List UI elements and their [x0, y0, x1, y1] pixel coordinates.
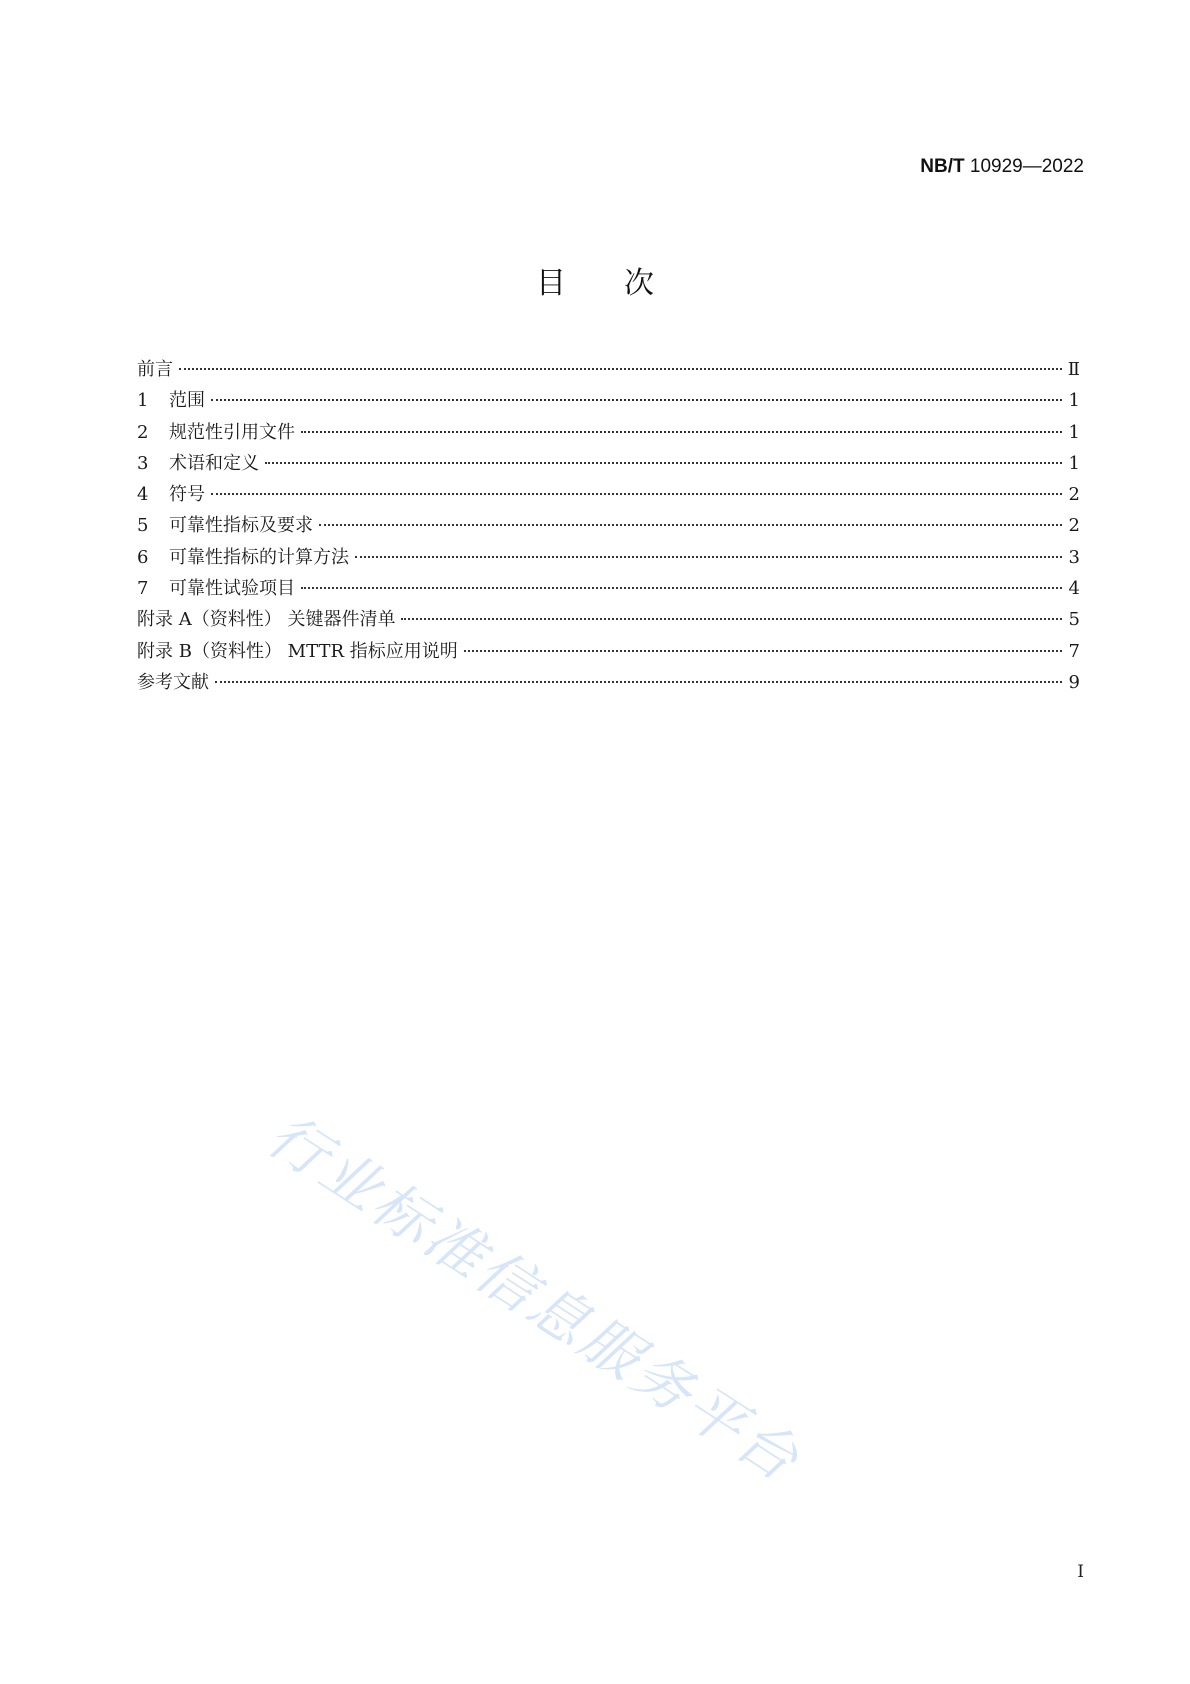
- toc-item-page: 1: [1068, 390, 1080, 412]
- page-title: 目次: [536, 266, 712, 301]
- toc-item-page: 2: [1068, 484, 1080, 506]
- toc-item-label: 可靠性指标及要求: [169, 515, 313, 537]
- toc-item[interactable]: [137, 574, 1080, 605]
- toc-item[interactable]: [137, 511, 1080, 542]
- toc-item[interactable]: [137, 605, 1080, 636]
- toc-item-page: 3: [1068, 546, 1080, 568]
- toc-item-page: 1: [1068, 452, 1080, 474]
- toc-item[interactable]: [137, 418, 1080, 449]
- toc-item[interactable]: [137, 668, 1080, 699]
- toc-item[interactable]: [137, 449, 1080, 480]
- toc-item-label: 附录 A（资料性） 关键器件清单: [137, 609, 396, 631]
- toc-item[interactable]: [137, 543, 1080, 574]
- toc-item-number: 5: [137, 515, 149, 537]
- standard-prefix: NB/T: [920, 156, 965, 177]
- toc-item-label: 术语和定义: [169, 452, 259, 474]
- table-of-contents: [137, 355, 1080, 699]
- toc-item[interactable]: [137, 480, 1080, 511]
- toc-item-page: 9: [1068, 671, 1080, 693]
- toc-item-label: 参考文献: [137, 671, 209, 693]
- toc-leader-dots: [211, 492, 1062, 495]
- toc-leader-dots: [401, 617, 1062, 620]
- toc-item-label: 范围: [169, 390, 205, 412]
- toc-leader-dots: [215, 680, 1062, 683]
- toc-leader-dots: [319, 523, 1062, 526]
- toc-leader-dots: [355, 555, 1062, 558]
- standard-number: [920, 156, 1084, 178]
- toc-item-number: 1: [137, 390, 149, 412]
- toc-leader-dots: [464, 649, 1062, 652]
- toc-item-number: 4: [137, 484, 149, 506]
- toc-item-page: 5: [1068, 609, 1080, 631]
- toc-item-label: 前言: [137, 359, 173, 380]
- toc-item-page: 4: [1068, 578, 1080, 600]
- toc-item-number: 3: [137, 452, 149, 474]
- toc-item-page: 7: [1068, 640, 1080, 662]
- page-number: I: [1077, 1562, 1084, 1582]
- toc-leader-dots: [301, 586, 1062, 589]
- toc-item-number: 6: [137, 546, 149, 568]
- toc-item-number: 7: [137, 578, 149, 600]
- watermark: 行业标准信息服务平台: [255, 1100, 813, 1496]
- toc-item-label: 符号: [169, 484, 205, 506]
- toc-item-number: 2: [137, 421, 149, 443]
- toc-leader-dots: [301, 430, 1062, 433]
- toc-item[interactable]: [137, 637, 1080, 668]
- toc-item-page: 1: [1068, 421, 1080, 443]
- toc-item[interactable]: [137, 355, 1080, 386]
- toc-item[interactable]: [137, 386, 1080, 417]
- toc-item-page: Ⅱ: [1067, 359, 1080, 380]
- toc-item-label: 附录 B（资料性） MTTR 指标应用说明: [137, 640, 458, 662]
- toc-item-label: 可靠性指标的计算方法: [169, 546, 349, 568]
- toc-item-label: 规范性引用文件: [169, 421, 295, 443]
- toc-leader-dots: [211, 398, 1062, 401]
- toc-item-page: 2: [1068, 515, 1080, 537]
- toc-leader-dots: [179, 367, 1062, 370]
- standard-code: 10929—2022: [969, 156, 1084, 177]
- toc-item-label: 可靠性试验项目: [169, 578, 295, 600]
- toc-leader-dots: [265, 461, 1062, 464]
